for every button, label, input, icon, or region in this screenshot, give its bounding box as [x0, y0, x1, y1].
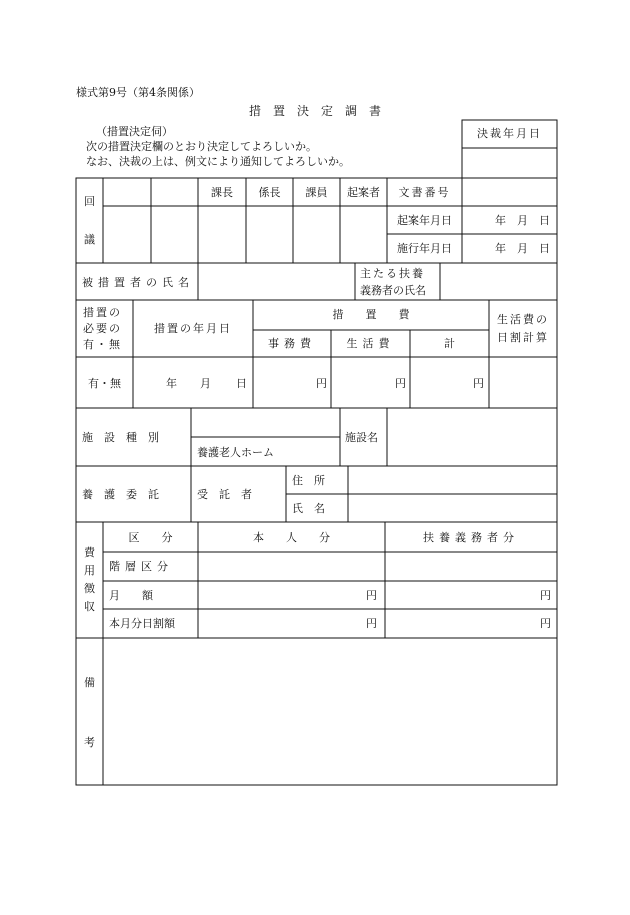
- cost-side-char-2: 用: [84, 564, 95, 577]
- draft-date-label: 起案年月日: [397, 214, 452, 227]
- cost-side-char-3: 徴: [84, 582, 95, 595]
- necessity-line2: 必要の: [83, 322, 122, 335]
- cost-side-char-4: 収: [84, 600, 95, 613]
- stamp-header-kianja: 起案者: [347, 186, 380, 199]
- person-name-field[interactable]: [199, 264, 354, 299]
- daily-calc-line2: 日割計算: [497, 331, 549, 344]
- name-label: 氏 名: [292, 502, 325, 515]
- total-label: 計: [444, 337, 455, 350]
- measure-month: 月: [200, 377, 211, 390]
- stamp-header-kacho: 課長: [211, 186, 233, 199]
- daily-calc-line1: 生活費の: [497, 313, 549, 326]
- stamp-header-kakaricho: 係長: [258, 186, 281, 199]
- facility-type-label: 施 設 種 別: [82, 431, 159, 444]
- supporter-label-line2: 義務者の氏名: [360, 284, 426, 297]
- admin-cost-yen: 円: [316, 377, 327, 390]
- consign-label: 養 護 委 託: [82, 488, 159, 501]
- self-share-label: 本 人 分: [253, 531, 330, 544]
- monthly-supporter-yen: 円: [540, 589, 551, 602]
- measure-cost-label: 措 置 費: [332, 308, 410, 321]
- kaigi-char-1: 回: [84, 195, 95, 208]
- remarks-char-1: 備: [84, 676, 95, 689]
- monthly-label: 月 額: [109, 589, 153, 602]
- measure-year: 年: [166, 377, 177, 390]
- living-cost-yen: 円: [395, 377, 406, 390]
- intro-line-3: なお、決裁の上は、例文により通知してよろしいか。: [86, 155, 350, 168]
- stamp-header-kain: 課員: [305, 186, 328, 199]
- decision-date-field[interactable]: [463, 149, 556, 177]
- division-label: 区 分: [128, 531, 173, 544]
- daily-self-yen: 円: [366, 617, 377, 630]
- intro-line-1: （措置決定伺）: [96, 125, 173, 138]
- facility-name-field[interactable]: [388, 409, 556, 465]
- consignee-address-field[interactable]: [349, 467, 556, 493]
- admin-cost-label: 事務費: [268, 337, 316, 350]
- total-yen: 円: [473, 377, 484, 390]
- effective-date-ymd: 年 月 日: [495, 242, 550, 255]
- page-title: 措 置 決 定 調 書: [248, 104, 381, 118]
- measure-date-label: 措置の年月日: [154, 322, 232, 335]
- daily-supporter-yen: 円: [540, 617, 551, 630]
- supporter-share-label: 扶養義務者分: [423, 531, 519, 544]
- form-number: 様式第9号（第4条関係）: [76, 86, 200, 99]
- daily-amount-label: 本月分日割額: [109, 617, 175, 630]
- measure-day: 日: [236, 377, 247, 390]
- effective-date-label: 施行年月日: [397, 242, 452, 255]
- remarks-char-2: 考: [84, 736, 95, 749]
- necessity-line3: 有・無: [83, 338, 122, 351]
- consignee-name-field[interactable]: [349, 495, 556, 521]
- doc-number-label: 文書番号: [398, 186, 451, 199]
- living-cost-label: 生活費: [346, 337, 395, 350]
- necessity-line1: 措置の: [83, 306, 122, 319]
- intro-line-2: 次の措置決定欄のとおり決定してよろしいか。: [86, 140, 317, 153]
- supporter-label-line1: 主たる扶養: [360, 267, 425, 280]
- supporter-name-field[interactable]: [441, 264, 556, 299]
- kaigi-char-2: 議: [84, 233, 95, 246]
- consignee-label: 受 託 者: [197, 488, 252, 501]
- class-label: 階層区分: [109, 560, 173, 573]
- remarks-field[interactable]: [104, 639, 556, 784]
- address-label: 住 所: [292, 474, 325, 487]
- facility-type-value: 養護老人ホーム: [197, 446, 274, 459]
- cost-side-char-1: 費: [84, 546, 95, 559]
- yes-no-value[interactable]: 有・無: [88, 377, 121, 390]
- person-name-label: 被措置者の氏名: [82, 276, 194, 289]
- facility-name-label: 施設名: [345, 431, 378, 444]
- decision-date-label: 決裁年月日: [477, 127, 542, 140]
- monthly-self-yen: 円: [366, 589, 377, 602]
- draft-date-ymd: 年 月 日: [495, 214, 550, 227]
